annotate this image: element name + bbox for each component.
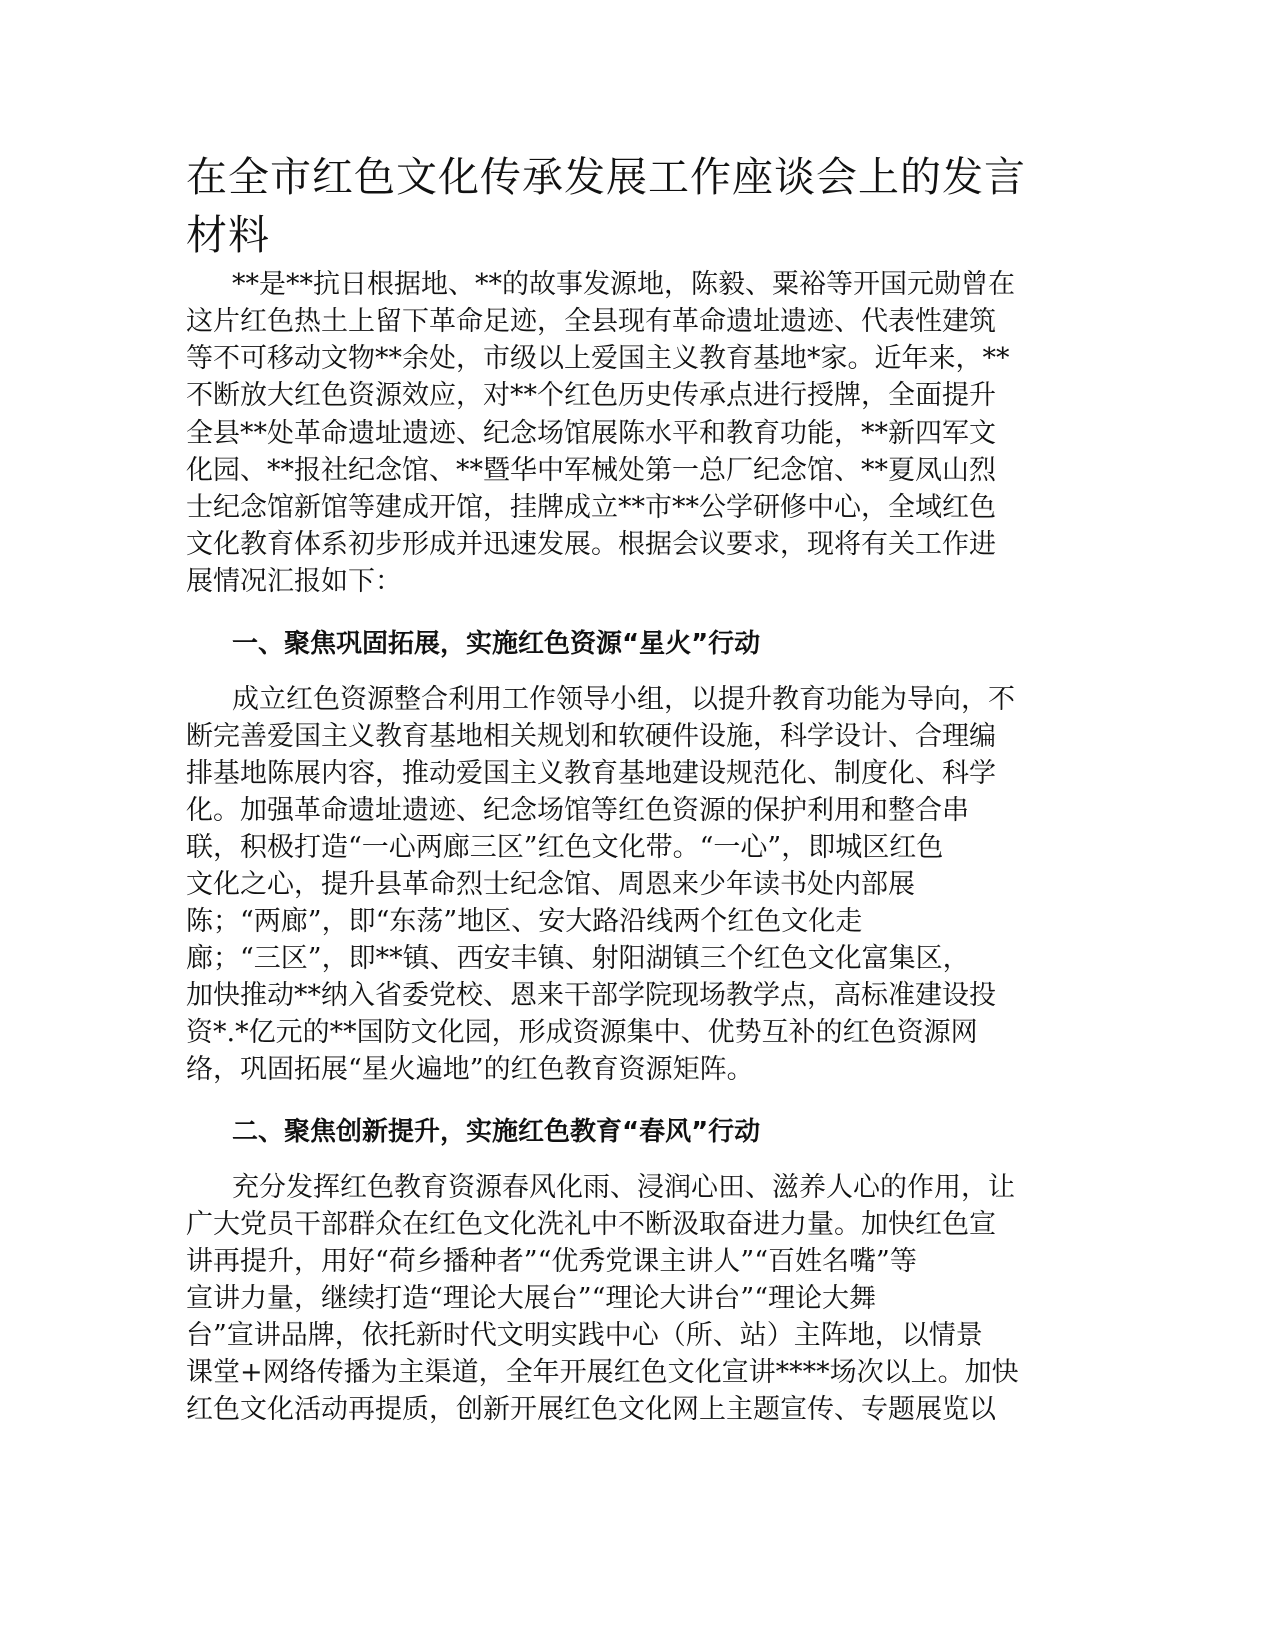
intro-line: 化园、**报社纪念馆、**暨华中军械处第一总厂纪念馆、**夏凤山烈 [186, 455, 996, 486]
section1-line: 化。加强革命遗址遗迹、纪念场馆等红色资源的保护利用和整合串 [186, 795, 969, 826]
section2-line: 广大党员干部群众在红色文化洗礼中不断汲取奋进力量。加快红色宣 [186, 1209, 996, 1240]
section2-line: 充分发挥红色教育资源春风化雨、浸润心田、滋养人心的作用，让 [232, 1172, 1015, 1203]
section1-line: 排基地陈展内容，推动爱国主义教育基地建设规范化、制度化、科学 [186, 758, 996, 789]
section1-line: 断完善爱国主义教育基地相关规划和软硬件设施，科学设计、合理编 [186, 721, 996, 752]
intro-line: **是**抗日根据地、**的故事发源地，陈毅、粟裕等开国元勋曾在 [232, 269, 1015, 300]
intro-line: 士纪念馆新馆等建成开馆，挂牌成立**市**公学研修中心，全域红色 [186, 492, 996, 523]
section2-line: 宣讲力量，继续打造“理论大展台”“理论大讲台”“理论大舞 [186, 1283, 877, 1314]
document-title: 在全市红色文化传承发展工作座谈会上的发言材料 [186, 153, 1026, 259]
intro-line: 展情况汇报如下： [186, 566, 402, 597]
section2-line: 课堂+网络传播为主渠道，全年开展红色文化宣讲****场次以上。加快 [186, 1357, 1019, 1388]
intro-line: 文化教育体系初步形成并迅速发展。根据会议要求，现将有关工作进 [186, 529, 996, 560]
section1-line: 络，巩固拓展“星火遍地”的红色教育资源矩阵。 [186, 1054, 754, 1085]
section2-line: 讲再提升，用好“荷乡播种者”“优秀党课主讲人”“百姓名嘴”等 [186, 1246, 917, 1277]
section1-line: 加快推动**纳入省委党校、恩来干部学院现场教学点，高标准建设投 [186, 980, 996, 1011]
section1-line: 联，积极打造“一心两廊三区”红色文化带。“一心”，即城区红色 [186, 832, 944, 863]
section1-line: 成立红色资源整合利用工作领导小组，以提升教育功能为导向，不 [232, 684, 1015, 715]
section1-line: 文化之心，提升县革命烈士纪念馆、周恩来少年读书处内部展 [186, 869, 915, 900]
section1-line: 资*.*亿元的**国防文化园，形成资源集中、优势互补的红色资源网 [186, 1017, 978, 1048]
intro-line: 不断放大红色资源效应，对**个红色历史传承点进行授牌，全面提升 [186, 380, 996, 411]
section2-line: 台”宣讲品牌，依托新时代文明实践中心（所、站）主阵地，以情景 [186, 1320, 983, 1351]
section-heading-2: 二、聚焦创新提升，实施红色教育“春风”行动 [232, 1117, 761, 1147]
intro-line: 等不可移动文物**余处，市级以上爱国主义教育基地*家。近年来，** [186, 343, 1010, 374]
section1-line: 陈；“两廊”，即“东荡”地区、安大路沿线两个红色文化走 [186, 906, 863, 937]
section1-line: 廊；“三区”，即**镇、西安丰镇、射阳湖镇三个红色文化富集区， [186, 943, 970, 974]
section2-line: 红色文化活动再提质，创新开展红色文化网上主题宣传、专题展览以 [186, 1394, 996, 1425]
section-heading-1: 一、聚焦巩固拓展，实施红色资源“星火”行动 [232, 629, 761, 659]
intro-line: 这片红色热土上留下革命足迹，全县现有革命遗址遗迹、代表性建筑 [186, 306, 996, 337]
intro-line: 全县**处革命遗址遗迹、纪念场馆展陈水平和教育功能，**新四军文 [186, 418, 996, 449]
